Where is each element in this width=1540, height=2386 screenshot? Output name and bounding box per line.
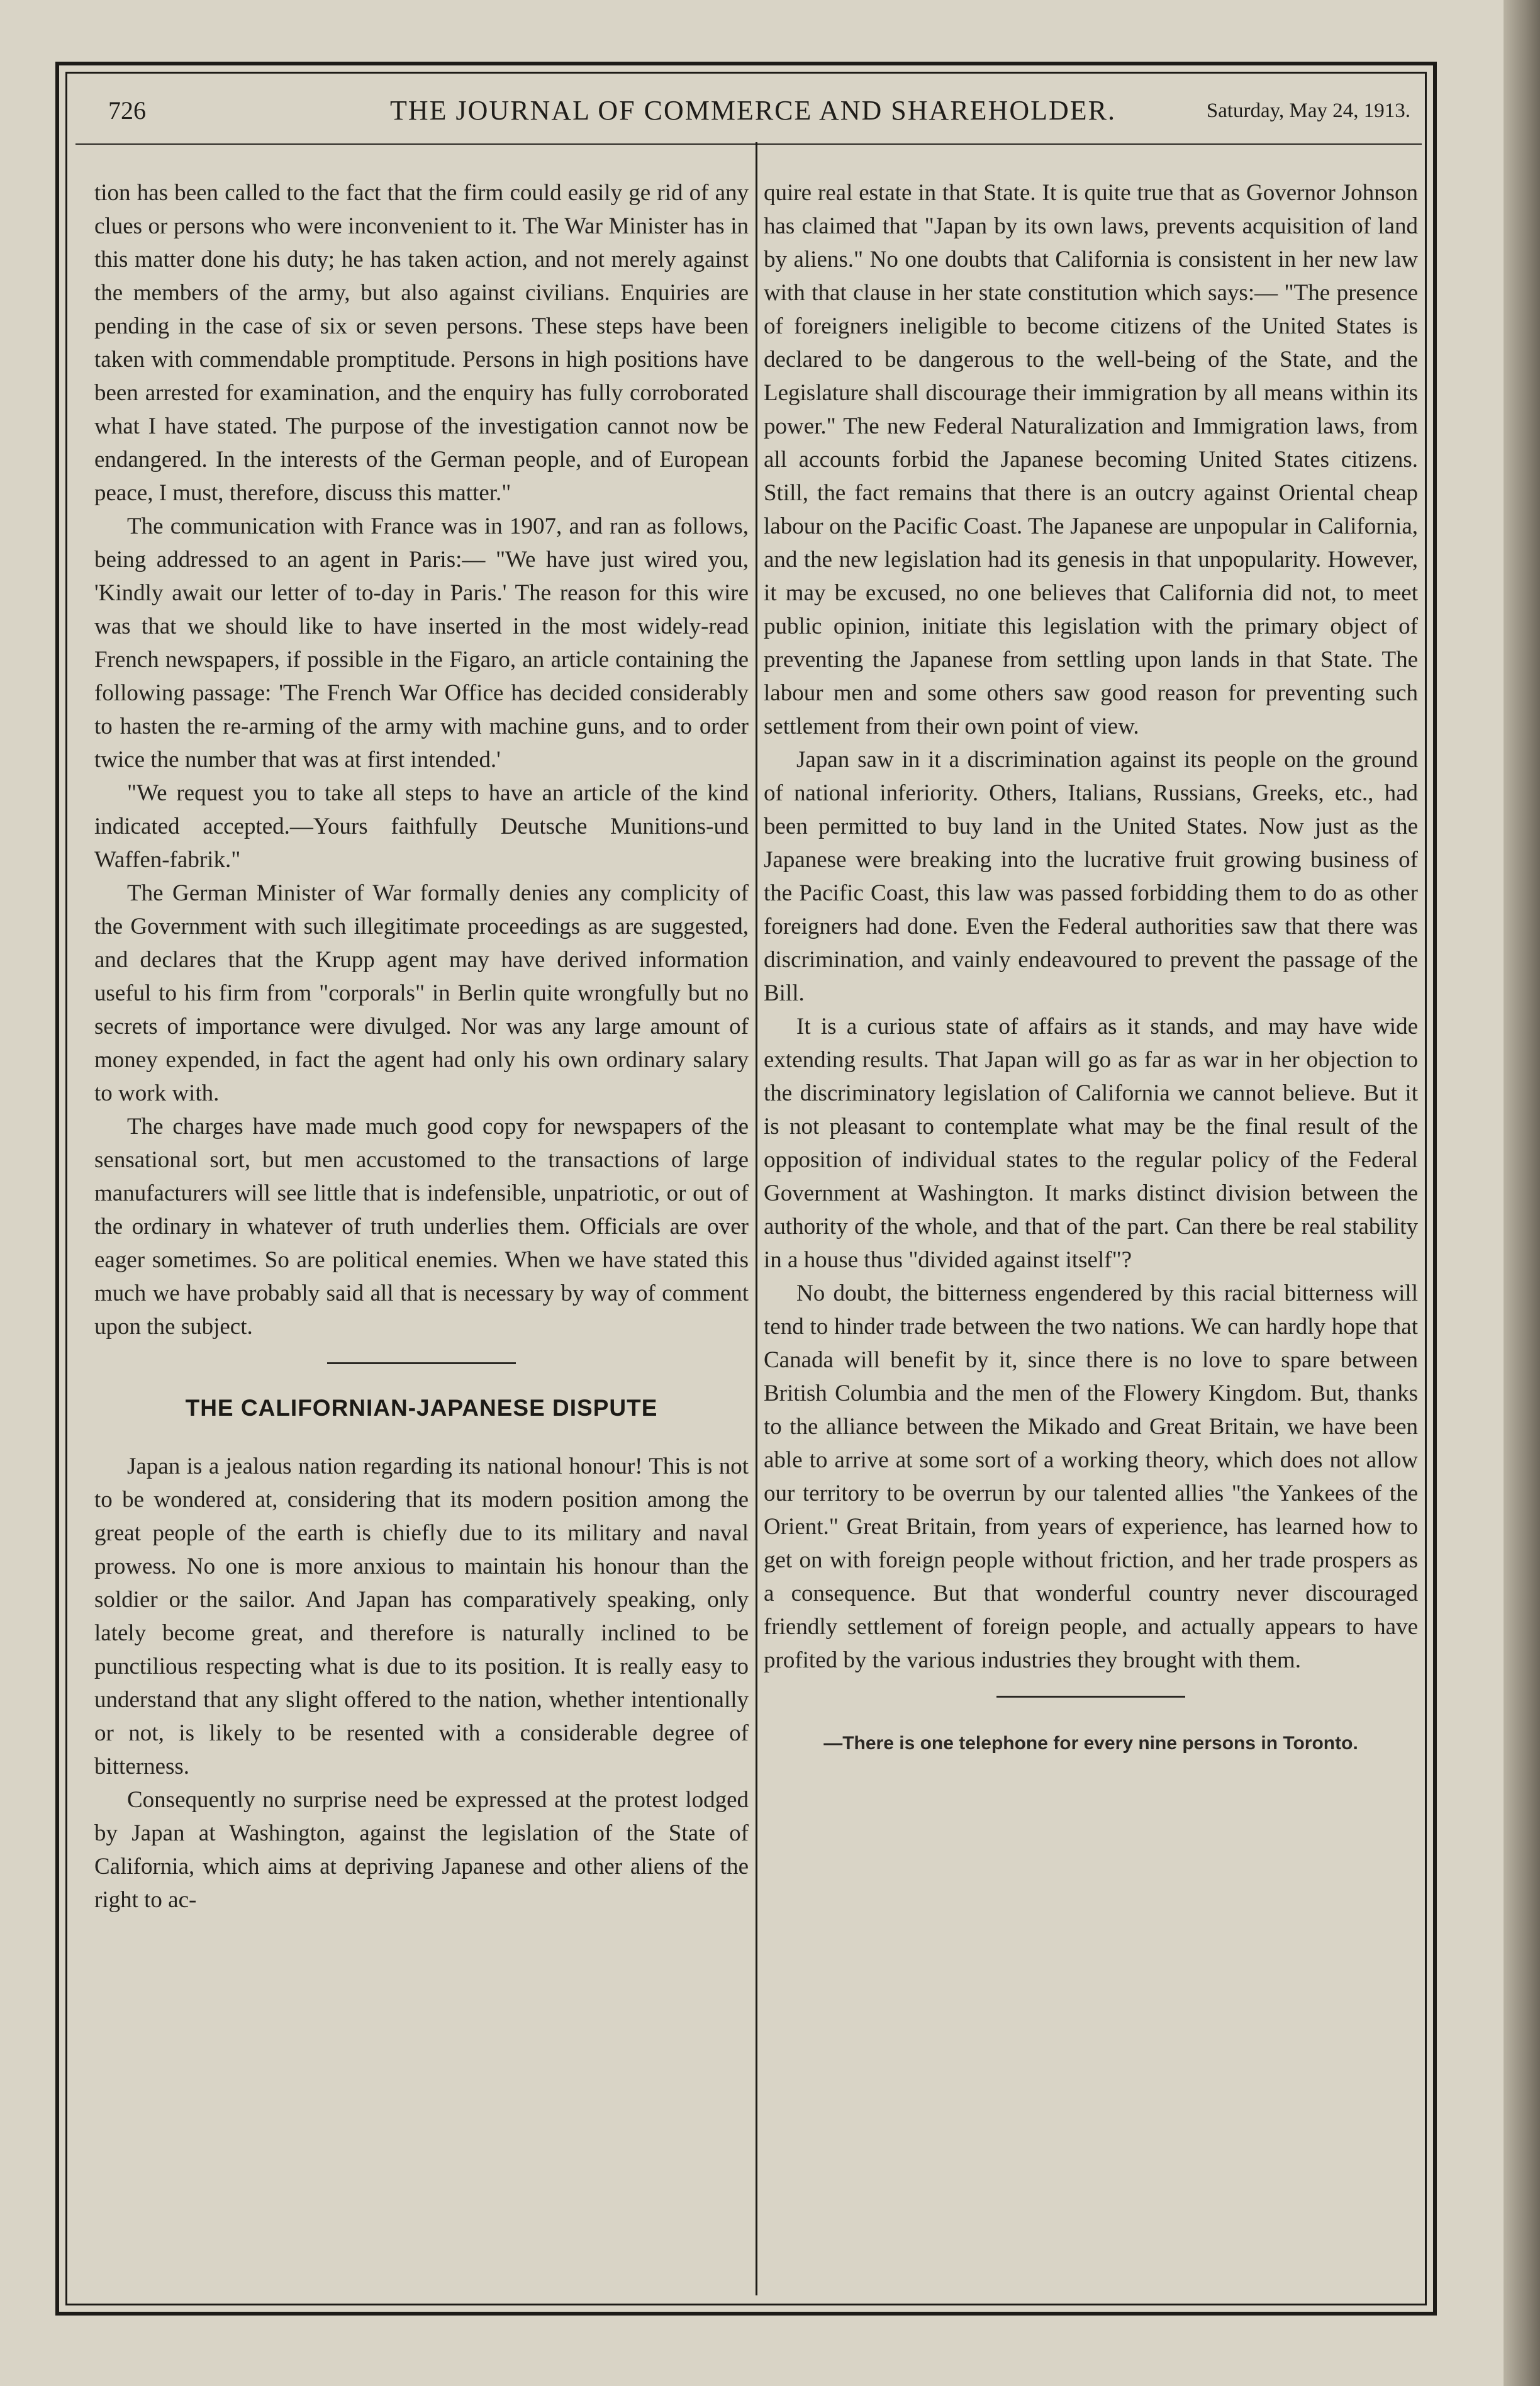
masthead-title: THE JOURNAL OF COMMERCE AND SHAREHOLDER. bbox=[390, 95, 1116, 126]
page-header bbox=[101, 93, 1422, 131]
column-divider bbox=[756, 142, 757, 2295]
article-paragraph: Japan saw in it a discrimination against its people on the ground of national inferiority. Others, Italians, Russians, Greeks, etc., had been permitted to buy land in the United States. Now just as the Japanese were breaking into the lucrative fruit growing business of the Pacific Coast, this law was passed forbidding them to do as other foreigners had done. Even the Federal authorities saw that there was discrimination, and vainly endeavoured to prevent the passage of the Bill. bbox=[764, 747, 1418, 1006]
page-number: 726 bbox=[108, 96, 146, 125]
article-separator bbox=[996, 1696, 1185, 1698]
article-separator bbox=[327, 1362, 516, 1364]
article-paragraph: The German Minister of War formally denies any complicity of the Government with such illegitimate proceedings as are suggested, and declares that the Krupp agent may have derived information useful to his firm from "corporals" in Berlin quite wrongfully but no secrets of importance were divulged. Nor was any large amount of money expended, in fact the agent had only his own ordinary salary to work with. bbox=[94, 880, 749, 1106]
left-column bbox=[94, 176, 749, 1917]
page-edge-shadow bbox=[1504, 0, 1540, 2386]
article-paragraph: Consequently no surprise need be expressed at the protest lodged by Japan at Washington, against the legislation of the State of California, which aims at depriving Japanese and other aliens of the right to ac- bbox=[94, 1787, 749, 1913]
article-paragraph: "We request you to take all steps to have an article of the kind indicated accepted.—Yours faithfully Deutsche Munitions-und Waffen-fabrik." bbox=[94, 780, 749, 873]
right-column bbox=[764, 176, 1418, 1760]
article-paragraph: No doubt, the bitterness engendered by this racial bitterness will tend to hinder trade between the two nations. We can hardly hope that Canada will benefit by it, since there is no love to spare between British Columbia and the men of the Flowery Kingdom. But, thanks to the alliance between the Mikado and Great Britain, we have been able to arrive at some sort of a working theory, which does not allow our territory to be overrun by our talented allies "the Yankees of the Orient." Great Britain, from years of experience, has learned how to get on with foreign people without friction, and her trade prospers as a consequence. But that wonderful country never discouraged friendly settlement of foreign people, and actually appears to have profited by the various industries they brought with them. bbox=[764, 1280, 1418, 1673]
article-paragraph: It is a curious state of affairs as it stands, and may have wide extending results. That Japan will go as far as war in her objection to the discriminatory legislation of California we cannot believe. But it is not pleasant to contemplate what may be the final result of the opposition of individual states to the regular policy of the Federal Government at Washington. It marks distinct division between the authority of the whole, and that of the part. Can there be real stability in a house thus "divided against itself"? bbox=[764, 1014, 1418, 1273]
footnote: —There is one telephone for every nine persons in Toronto. bbox=[823, 1733, 1358, 1754]
article-paragraph: The communication with France was in 1907, and ran as follows, being addressed to an agent in Paris:— "We have just wired you, 'Kindly await our letter of to-day in Paris.' The reason for this wire was that we should like to have inserted in the most widely-read French newspapers, if possible in the Figaro, an article containing the following passage: 'The French War Office has decided considerably to hasten the re-arming of the army with machine guns, and to order twice the number that was at first intended.' bbox=[94, 513, 749, 773]
header-rule bbox=[75, 143, 1422, 145]
article-title: THE CALIFORNIAN-JAPANESE DISPUTE bbox=[185, 1395, 658, 1421]
article-paragraph: tion has been called to the fact that the firm could easily ge rid of any clues or persons who were inconvenient to it. The War Minister has in this matter done his duty; he has taken action, and not merely against the members of the army, but also against civilians. Enquiries are pending in the case of six or seven persons. These steps have been taken with commendable promptitude. Persons in high positions have been arrested for examination, and the enquiry has fully corroborated what I have stated. The purpose of the investigation cannot now be endangered. In the interests of the German people, and of European peace, I must, therefore, discuss this matter." bbox=[94, 180, 749, 506]
article-paragraph: The charges have made much good copy for newspapers of the sensational sort, but men accustomed to the transactions of large manufacturers will see little that is indefensible, unpatriotic, or out of the ordinary in whatever of truth underlies them. Officials are over eager sometimes. So are political enemies. When we have stated this much we have probably said all that is necessary by way of comment upon the subject. bbox=[94, 1114, 749, 1340]
issue-date: Saturday, May 24, 1913. bbox=[1206, 99, 1410, 122]
article-paragraph: Japan is a jealous nation regarding its national honour! This is not to be wondered at, considering that its modern position among the great people of the earth is chiefly due to its military and naval prowess. No one is more anxious to maintain his honour than the soldier or the sailor. And Japan has comparatively speaking, only lately become great, and therefore is naturally inclined to be punctilious respecting what is due to its position. It is really easy to understand that any slight offered to the nation, whether intentionally or not, is likely to be resented with a considerable degree of bitterness. bbox=[94, 1453, 749, 1779]
article-paragraph: quire real estate in that State. It is quite true that as Governor Johnson has claimed that "Japan by its own laws, prevents acquisition of land by aliens." No one doubts that California is consistent in her new law with that clause in her state constitution which says:— "The presence of foreigners ineligible to become citizens of the United States is declared to be dangerous to the well-being of the State, and the Legislature shall discourage their immigration by all means within its power." The new Federal Naturalization and Immigration laws, from all accounts forbid the Japanese becoming United States citizens. Still, the fact remains that there is an outcry against Oriental cheap labour on the Pacific Coast. The Japanese are unpopular in California, and the new legislation had its genesis in that unpopularity. However, it may be excused, no one believes that California did not, to meet public opinion, initiate this legislation with the primary object of preventing the Japanese from settling upon lands in that State. The labour men and some others saw good reason for preventing such settlement from their own point of view. bbox=[764, 180, 1418, 739]
